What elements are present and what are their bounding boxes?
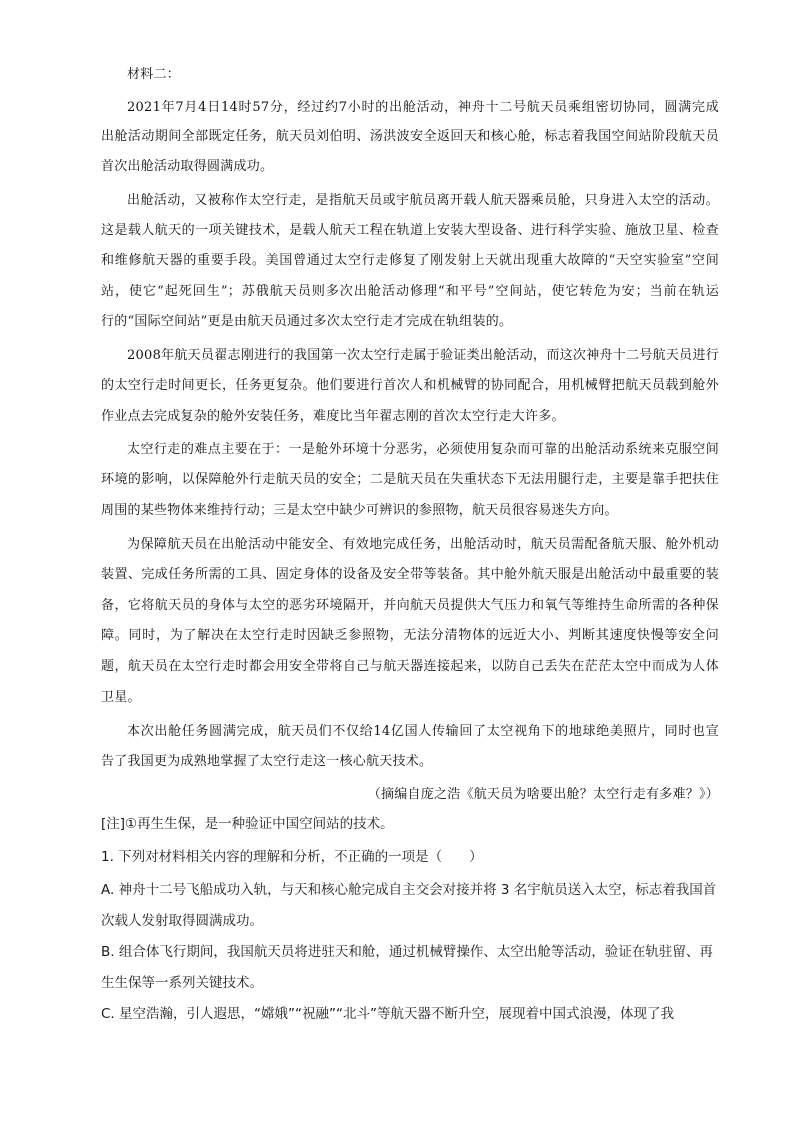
paragraph-line: 环境的影响，以保障舱外行走航天员的安全；二是航天员在失重状态下无法用腿行走，主要是靠手把扶住: [101, 472, 719, 487]
note: [注]①再生生保，是一种验证中国空间站的技术。: [101, 816, 394, 832]
option-a: A. 神舟十二号飞船成功入轨，与天和核心舱完成自主交会对接并将 3 名宇航员送入太空，标志着我国首: [101, 882, 717, 898]
paragraph-line: 备，它将航天员的身体与太空的恶劣环境隔开，并向航天员提供大气压力和氧气等维持生命所需的各种保: [101, 598, 719, 613]
option-c: C. 星空浩瀚，引人遐思，“嫦娥”“祝融”“北斗”等航天器不断升空，展现着中国式浪漫，体现了我: [101, 1006, 674, 1022]
paragraph-line: 周围的某些物体来维持行动；三是太空中缺少可辨识的参照物，航天员很容易迷失方向。: [101, 503, 618, 518]
paragraph-line: 出舱活动期间全部既定任务，航天员刘伯明、汤洪波安全返回天和核心舱，标志着我国空间站阶段航天员: [101, 129, 719, 144]
option-b: B. 组合体飞行期间，我国航天员将进驻天和舱，通过机械臂操作、太空出舱等活动，验证在轨驻留、再: [101, 944, 713, 960]
paragraph-line: 出舱活动，又被称作太空行走，是指航天员或宇航员离开载人航天器乘员舱，只身进入太空的活动。: [127, 193, 719, 208]
option-b-continued: 生生保等一系列关键技术。: [101, 975, 263, 991]
paragraph-line: 太空行走的难点主要在于：一是舱外环境十分恶劣，必须使用复杂而可靠的出舱活动系统来克服空间: [127, 442, 719, 457]
paragraph-line: 的太空行走时间更长，任务更复杂。他们要进行首次人和机械臂的协同配合，用机械臂把航天员载到舱外: [101, 378, 719, 393]
paragraph-line: 告了我国更为成熟地掌握了太空行走这一核心航天技术。: [101, 754, 433, 769]
paragraph-line: 障。同时，为了解决在太空行走时因缺乏参照物，无法分清物体的远近大小、判断其速度快慢等安全问: [101, 628, 719, 643]
paragraph-line: 和维修航天器的重要手段。美国曾通过太空行走修复了刚发射上天就出现重大故障的“天空实验室”空间: [101, 253, 719, 268]
paragraph-line: 本次出舱任务圆满完成，航天员们不仅给14亿国人传输回了太空视角下的地球绝美照片，同时也宣: [127, 724, 719, 739]
question-stem: 1. 下列对材料相关内容的理解和分析，不正确的一项是（ ）: [101, 849, 483, 865]
paragraph-line: 2008年航天员翟志刚进行的我国第一次太空行走属于验证类出舱活动，而这次神舟十二号航天员进行: [127, 348, 719, 363]
paragraph-line: 题，航天员在太空行走时都会用安全带将自己与航天器连接起来，以防自己丢失在茫茫太空中而成为人体: [101, 659, 719, 674]
material-heading: 材料二：: [127, 67, 181, 82]
paragraph-line: 站，使它“起死回生”；苏俄航天员则多次出舱活动修理“和平号”空间站，使它转危为安；当前在轨运: [101, 284, 719, 299]
paragraph-line: 行的“国际空间站”更是由航天员通过多次太空行走才完成在轨组装的。: [101, 314, 513, 329]
paragraph-line: 首次出舱活动取得圆满成功。: [101, 159, 274, 174]
paragraph-line: 为保障航天员在出舱活动中能安全、有效地完成任务，出舱活动时，航天员需配备航天服、舱外机动: [127, 537, 719, 552]
paragraph-line: 2021年7月4日14时57分，经过约7小时的出舱活动，神舟十二号航天员乘组密切协同，圆满完成: [127, 100, 719, 115]
source-citation: （摘编自庞之浩《航天员为啥要出舱？太空行走有多难？》）: [367, 787, 719, 802]
paragraph-line: 作业点去完成复杂的舱外安装任务，难度比当年翟志刚的首次太空行走大许多。: [101, 409, 565, 424]
paragraph-line: 卫星。: [101, 690, 141, 705]
paragraph-line: 装置、完成任务所需的工具、固定身体的设备及安全带等装备。其中舱外航天服是出舱活动中最重要的装: [101, 567, 719, 582]
paragraph-line: 这是载人航天的一项关键技术，是载人航天工程在轨道上安装大型设备、进行科学实验、施放卫星、检查: [101, 223, 719, 238]
option-a-continued: 次载人发射取得圆满成功。: [101, 913, 263, 929]
